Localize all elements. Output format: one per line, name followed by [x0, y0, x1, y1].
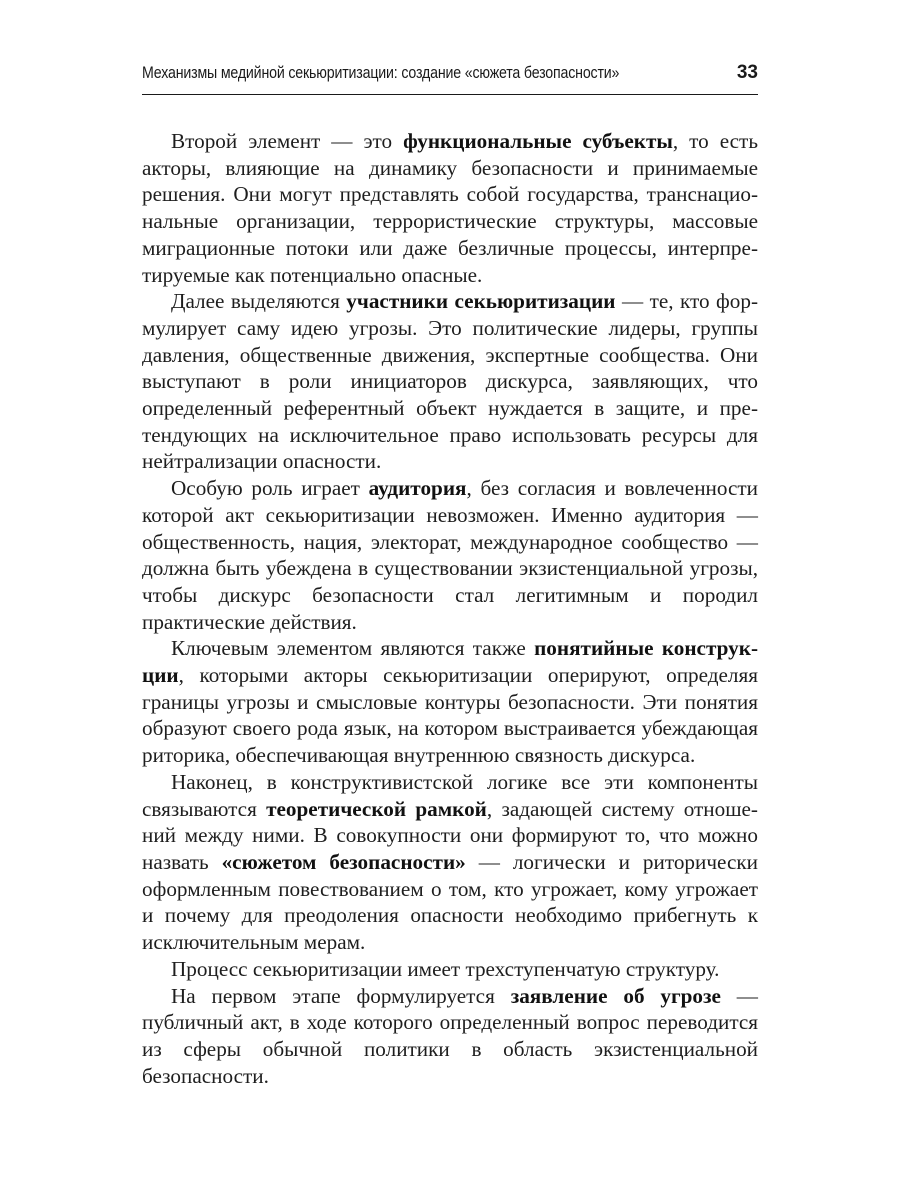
- paragraph-conceptual-constructs: [142, 635, 758, 769]
- text-run: , то есть акторы, влияющие на динамику безопасности и принимаемые решения. Они могут представлять собой государства, транснациональные организации, террористические структуры, массовые миграционные потоки или даже безличные процессы, интерпретируемые как потенциально опасные.: [142, 129, 758, 287]
- text-run: Далее выделяются: [171, 289, 347, 314]
- term-threat-statement: заявление об угрозе: [510, 983, 721, 1008]
- paragraph-theoretical-frame: [142, 769, 758, 956]
- text-run: , задающей систему отношений между ними. В совокупности они формируют то, что можно назвать: [142, 796, 758, 874]
- text-run: На первом этапе формулируется: [171, 983, 511, 1008]
- main-text: [142, 128, 758, 1089]
- running-header: [142, 58, 758, 88]
- text-run: — логически и риторически оформленным повествованием о том, кто угрожает, кому угрожает и почему для преодоления опасности необходимо прибегнуть к исключительным мерам.: [142, 849, 758, 955]
- term-theoretical-frame: теоретической рамкой: [266, 796, 487, 821]
- paragraph-securitization-actors: [142, 288, 758, 475]
- term-functional-subjects: функциональные субъекты: [403, 129, 673, 153]
- running-title: Механизмы медийной секьюритизации: создание «сюжета безопасности»: [142, 63, 620, 82]
- text-run: — публичный акт, в ходе которого определенный вопрос переводится из сферы обычной политики в область экзистенциальной безопасности.: [142, 983, 758, 1088]
- text-run: , которыми акторы секьюритизации оперируют, определяя границы угрозы и смысловые контуры безопасности. Эти понятия образуют своего рода язык, на котором выстраивается убеждающая риторика, обеспечивающая внутреннюю связность дискурса.: [142, 663, 758, 768]
- paragraph-functional-subjects: [142, 128, 758, 288]
- term-audience: аудитория: [368, 476, 467, 501]
- term-conceptual-constructs: понятийные конструкции: [142, 636, 758, 688]
- text-run: , без согласия и вовлеченности которой акт секьюритизации невозможен. Именно аудитория — общественность, нация, электорат, международное сообщество — должна быть убеждена в существовании экзистенциальной угрозы, чтобы дискурс безопасности стал легитимным и породил практические действия.: [142, 476, 758, 634]
- text-run: Особую роль играет: [171, 476, 369, 501]
- header-rule: [142, 94, 758, 95]
- text-run: Ключевым элементом являются также: [171, 636, 535, 661]
- paragraph-three-stage-structure: [142, 956, 758, 983]
- page-number: 33: [736, 62, 758, 83]
- text-run: Второй элемент — это: [171, 129, 404, 153]
- text-run: Процесс секьюритизации имеет трехступенчатую структуру.: [171, 956, 720, 981]
- term-securitization-actors: участники секьюритизации: [346, 289, 616, 314]
- paragraph-threat-statement: [142, 983, 758, 1090]
- term-security-plot: «сюжетом безопасности»: [221, 849, 466, 874]
- paragraph-audience: [142, 475, 758, 635]
- text-run: — те, кто формулирует саму идею угрозы. Это политические лидеры, группы давления, общественные движения, экспертные сообщества. Они выступают в роли инициаторов дискурса, заявляющих, что определенный референтный объект нуждается в защите, и претендующих на исключительное право использовать ресурсы для нейтрализации опасности.: [142, 289, 758, 474]
- text-run: Наконец, в конструктивистской логике все эти компоненты связываются: [142, 769, 758, 821]
